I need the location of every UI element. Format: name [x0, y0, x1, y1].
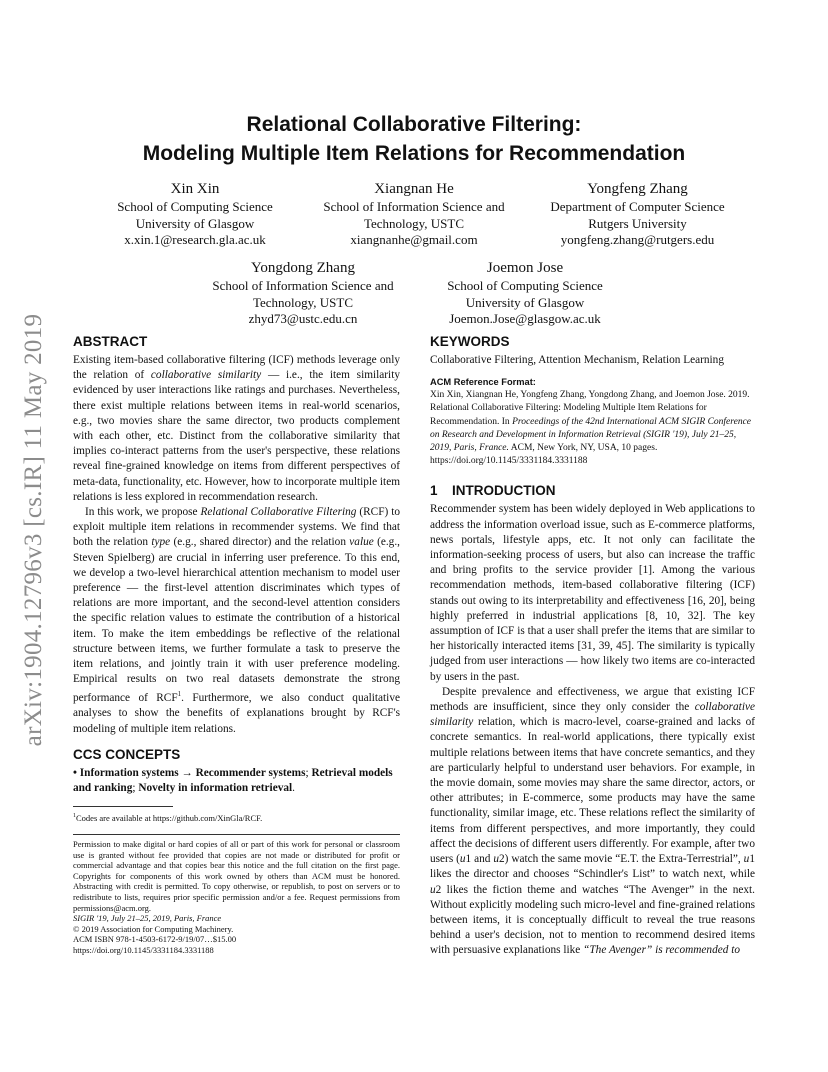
author-affiliation: University of Glasgow: [135, 215, 255, 231]
doi-line: https://doi.org/10.1145/3331184.3331188: [73, 945, 214, 956]
author-email: Joemon.Jose@glasgow.ac.uk: [449, 311, 601, 326]
abstract-paragraph-1: Existing item-based collaborative filtering (ICF) methods leverage only the relation of collaborative similarity — i.e., the item similarity evidenced by user interactions like ratings and purchases. Nevertheless, there exist multiple relations between items in real-world scenarios, e.g., two movies share the same director, two products complement with each other, etc. Distinct from the collaborative similarity that implies co-interact patterns from the user's perspective, these relations reveal fine-grained knowledge on items from different perspectives of meta-data, functionality, etc. However, how to incorporate multiple item relations is less explored in recommendation research.: [73, 354, 400, 503]
venue-line: SIGIR '19, July 21–25, 2019, Paris, France: [73, 913, 222, 924]
title-line-1: Relational Collaborative Filtering:: [246, 113, 582, 136]
ccs-heading: CCS CONCEPTS: [73, 746, 181, 762]
author-block: [198, 259, 408, 328]
footnote-rule: [73, 806, 173, 807]
right-column: [430, 333, 755, 959]
author-block: [420, 259, 630, 328]
acm-reference-text: Xin Xin, Xiangnan He, Yongfeng Zhang, Yongdong Zhang, and Joemon Jose. 2019. Relational Collaborative Filtering: Modeling Multiple Item Relations for Recommendation. In Proceedings of the 42nd International ACM SIGIR Conference on Research and Development in Information Retrieval (SIGIR '19), July 21–25, 2019, Paris, France. ACM, New York, NY, USA, 10 pages. https://doi.org/10.1145/3331184.3331188: [430, 390, 752, 467]
author-affiliation: School of Information Science and: [323, 199, 505, 214]
arxiv-identifier-text: arXiv:1904.12796v3 [cs.IR] 11 May 2019: [20, 313, 47, 747]
author-name: Yongdong Zhang: [251, 260, 355, 276]
permission-rule: [73, 834, 400, 835]
abstract-heading: ABSTRACT: [73, 334, 148, 349]
keywords-text: Collaborative Filtering, Attention Mechanism, Relation Learning: [430, 354, 724, 366]
abstract-paragraph-2: In this work, we propose Relational Collaborative Filtering (RCF) to exploit multiple item relations in recommender systems. We find that both the relation type (e.g., shared director) and the relation value (e.g., Steven Spielberg) are crucial in inferring user preference. To this end, we develop a two-level hierarchical attention mechanism to model user preference — the first-level attention discriminates which types of relations are more important, and the second-level attention considers the specific relation values to estimate the contribution of a historical item. To make the item embeddings be reflective of the relational structure between items, we further formulate a task to preserve the item relations, and jointly train it with user preference modeling. Empirical results on two real datasets demonstrate the strong performance of RCF$^1$. Furthermore, we also conduct qualitative analyses to show the benefits of explanations brought by RCF's modeling of multiple item relations.: [73, 506, 401, 735]
introduction-heading: 1 INTRODUCTION: [430, 483, 556, 499]
author-affiliation: School of Information Science and: [212, 278, 394, 293]
author-affiliation: School of Computing Science: [447, 278, 603, 293]
author-name: Xiangnan He: [374, 181, 454, 197]
author-name: Yongfeng Zhang: [587, 181, 688, 197]
author-email: x.xin.1@research.gla.ac.uk: [124, 232, 266, 247]
author-email: xiangnanhe@gmail.com: [350, 232, 478, 247]
author-block: [95, 180, 295, 249]
permission-notice: [73, 839, 400, 956]
intro-paragraph-1: Recommender system has been widely deployed in Web applications to address the information overload issue, such as E-commerce platforms, news portals, lifestyle apps, etc. It not only can facilitate the information-seeking process of users, but also can increase the traffic and bring profits to the service provider [1]. Among the various recommendation methods, item-based collaborative filtering (ICF) stands out owing to its interpretability and effectiveness [16, 20], being highly preferred in industrial applications [8, 10, 32]. The key assumption of ICF is that a user shall prefer the items that are similar to her historically interacted items [31, 39, 45]. The similarity is typically judged from user interactions — how likely two items are co-interacted by users in the past.: [430, 503, 755, 683]
author-block: [530, 180, 745, 249]
paper-title: [74, 110, 754, 168]
author-affiliation: Technology, USTC: [363, 215, 465, 231]
left-column: [73, 333, 400, 956]
author-affiliation: School of Computing Science: [117, 199, 273, 214]
author-block: [309, 180, 519, 249]
isbn-line: ACM ISBN 978-1-4503-6172-9/19/07…$15.00: [73, 934, 237, 945]
author-affiliation: Department of Computer Science: [550, 199, 725, 214]
arxiv-identifier: [14, 290, 54, 770]
author-email: yongfeng.zhang@rutgers.edu: [560, 232, 715, 247]
author-affiliation: University of Glasgow: [465, 294, 585, 310]
author-name: Joemon Jose: [486, 260, 564, 276]
keywords-heading: KEYWORDS: [430, 334, 510, 349]
author-affiliation: Rutgers University: [588, 215, 687, 231]
copyright-line: © 2019 Association for Computing Machinery.: [73, 923, 234, 934]
acm-reference-heading: ACM Reference Format:: [430, 377, 536, 388]
title-line-2: Modeling Multiple Item Relations for Recommendation: [142, 142, 686, 165]
author-email: zhyd73@ustc.edu.cn: [248, 311, 358, 326]
permission-text: Permission to make digital or hard copies of all or part of this work for personal or classroom use is granted without fee provided that copies are not made or distributed for profit or commercial advantage and that copies bear this notice and the full citation on the first page. Copyrights for components of this work owned by others than ACM must be honored. Abstracting with credit is permitted. To copy otherwise, or republish, to post on servers or to redistribute to lists, requires prior specific permission and/or a fee. Request permissions from permissions@acm.org.: [73, 839, 400, 913]
footnote: $^1$Codes are available at https://github.com/XinGla/RCF.: [73, 813, 263, 824]
author-affiliation: Technology, USTC: [252, 294, 354, 310]
author-name: Xin Xin: [170, 181, 220, 197]
intro-paragraph-2: Despite prevalence and effectiveness, we argue that existing ICF methods are insufficient, since they only consider the collaborative similarity relation, which is macro-level, coarse-grained and lacks of concrete semantics. In real-world applications, there typically exist multiple relations between items that have concrete semantics, and they are particularly helpful to understand user behaviors. For example, in the movie domain, some movies may share the same director, actors, or other attributes; in E-commerce, some products may have the same functionality, similar image, etc. These relations reflect the similarity of items from different perspectives, and more importantly, they could affect the decisions of different users differently. For example, after two users (u1 and u2) watch the same movie “E.T. the Extra-Terrestrial”, u1 likes the director and chooses “Schindler's List” to watch next, while u2 likes the fiction theme and watches “The Avenger” in the next. Without explicitly modeling such micro-level and fine-grained relations between items, it is conceptually difficult to reveal the true reasons behind a user's decision, not to mention to recommend desired items with persuasive explanations like “The Avenger” is recommended to: [430, 685, 755, 957]
ccs-concepts: • Information systems → Recommender systems; Retrieval models and ranking; Novelty in information retrieval.: [73, 766, 393, 795]
